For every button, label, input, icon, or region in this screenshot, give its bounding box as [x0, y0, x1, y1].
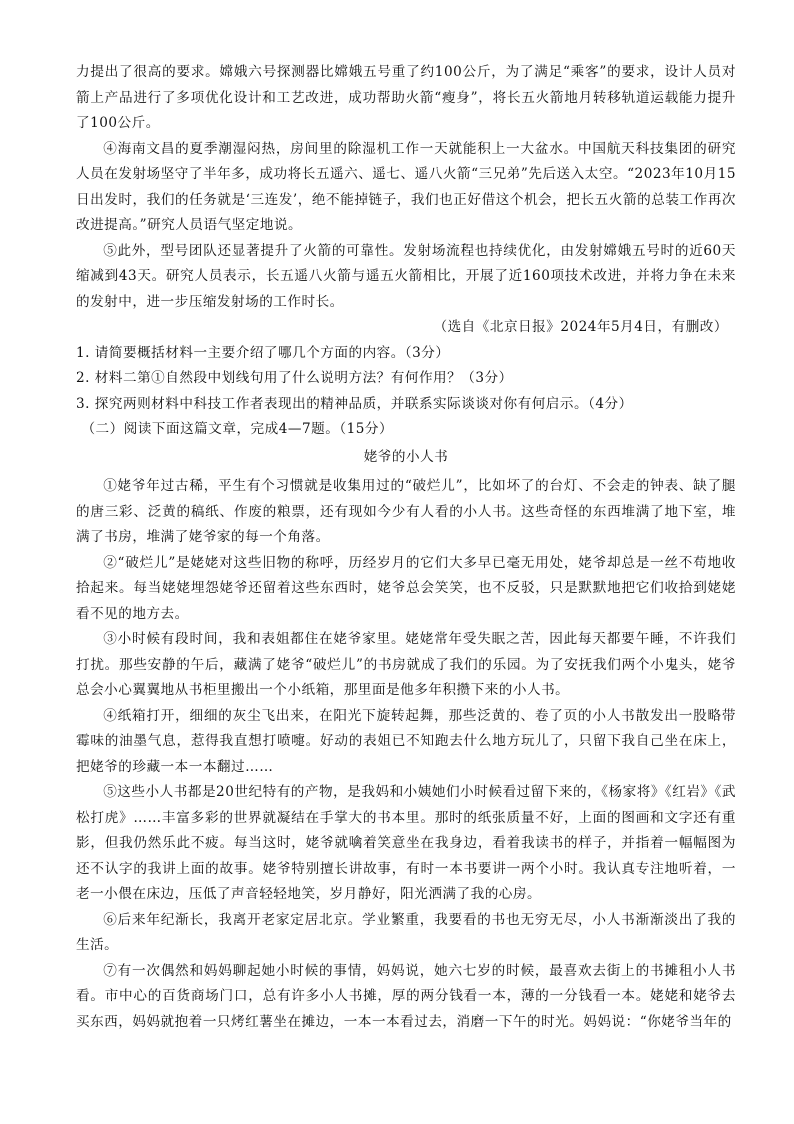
question-2: 2. 材料二第①自然段中划线句用了什么说明方法？有何作用？（3分）	[76, 370, 513, 386]
document-page	[76, 60, 736, 1035]
question-1: 1. 请简要概括材料一主要介绍了哪几个方面的内容。（3分）	[76, 344, 450, 361]
article-paragraph-2: ②“破烂儿”是姥姥对这些旧物的称呼，历经岁月的它们大多早已毫无用处，姥爷却总是一丝不苟地收拾起来。每当姥姥埋怨姥爷还留着这些东西时，姥爷总会笑笑，也不反驳，只是默默地把它们收拾到姥姥看不见的地方去。	[76, 554, 736, 622]
article-paragraph-7: ⑦有一次偶然和妈妈聊起她小时候的事情，妈妈说，她六七岁的时候，最喜欢去街上的书摊租小人书看。市中心的百货商场门口，总有许多小人书摊，厚的两分钱看一本，薄的一分钱看一本。姥姥和姥爷去买东西，妈妈就抱着一只烤红薯坐在摊边，一本一本看过去，消磨一下午的时光。妈妈说：“你姥爷当年的	[76, 962, 736, 1030]
article-paragraph-6: ⑥后来年纪渐长，我离开老家定居北京。学业繁重，我要看的书也无穷无尽，小人书渐渐淡出了我的生活。	[76, 911, 736, 953]
article-paragraph-5: ⑤这些小人书都是20世纪特有的产物，是我妈和小姨她们小时候看过留下来的，《杨家将》《红岩》《武松打虎》……丰富多彩的世界就凝结在手掌大的书本里。那时的纸张质量不好，上面的图画和文字还有重影，但我仍然乐此不疲。每当这时，姥爷就噙着笑意坐在我身边，看着我读书的样子，并指着一幅幅图为还不认字的我讲上面的故事。姥爷特别擅长讲故事，有时一本书要讲一两个小时。我认真专注地听着，一老一小偎在床边，压低了声音轻轻地笑，岁月静好，阳光洒满了我的心房。	[76, 784, 736, 902]
material-paragraph-4: ④海南文昌的夏季潮湿闷热，房间里的除湿机工作一天就能积上一大盆水。中国航天科技集团的研究人员在发射场坚守了半年多，成功将长五遥六、遥七、遥八火箭“三兄弟”先后送入太空。“2023年10月15日出发时，我们的任务就是‘三连发’，绝不能掉链子，我们也正好借这个机会，把长五火箭的总装工作再次改进提高。”研究人员语气坚定地说。	[76, 140, 736, 233]
source-citation: （选自《北京日报》2024年5月4日，有删改）	[433, 319, 728, 335]
article-title: 姥爷的小人书	[363, 448, 449, 465]
material-paragraph-3-tail: 力提出了很高的要求。嫦娥六号探测器比嫦娥五号重了约100公斤，为了满足“乘客”的要求，设计人员对箭上产品进行了多项优化设计和工艺改进，成功帮助火箭“瘦身”，将长五火箭地月转移轨道运载能力提升了100公斤。	[76, 64, 736, 131]
section-two-instruction: （二）阅读下面这篇文章，完成4—7题。（15分）	[81, 421, 394, 437]
article-paragraph-3: ③小时候有段时间，我和表姐都住在姥爷家里。姥姥常年受失眠之苦，因此每天都要午睡，不许我们打扰。那些安静的午后，藏满了姥爷“破烂儿”的书房就成了我们的乐园。为了安抚我们两个小鬼头，姥爷总会小心翼翼地从书柜里搬出一个小纸箱，那里面是他多年积攒下来的小人书。	[76, 631, 736, 698]
article-paragraph-4: ④纸箱打开，细细的灰尘飞出来，在阳光下旋转起舞，那些泛黄的、卷了页的小人书散发出一股略带霉味的油墨气息，惹得我直想打喷嚏。好动的表姐已不知跑去什么地方玩儿了，只留下我自己坐在床上，把姥爷的珍藏一本一本翻过……	[76, 707, 736, 775]
article-paragraph-1: ①姥爷年过古稀，平生有个习惯就是收集用过的“破烂儿”，比如坏了的台灯、不会走的钟表、缺了腿的唐三彩、泛黄的稿纸、作废的粮票，还有现如今少有人看的小人书。这些奇怪的东西堆满了地下室，堆满了书房，堆满了姥爷家的每一个角落。	[76, 478, 736, 545]
material-paragraph-5: ⑤此外，型号团队还显著提升了火箭的可靠性。发射场流程也持续优化，由发射嫦娥五号时的近60天缩减到43天。研究人员表示，长五遥八火箭与遥五火箭相比，开展了近160项技术改进，并将力争在未来的发射中，进一步压缩发射场的工作时长。	[76, 242, 736, 310]
question-3: 3. 探究两则材料中科技工作者表现出的精神品质，并联系实际谈谈对你有何启示。（4分）	[76, 395, 633, 412]
